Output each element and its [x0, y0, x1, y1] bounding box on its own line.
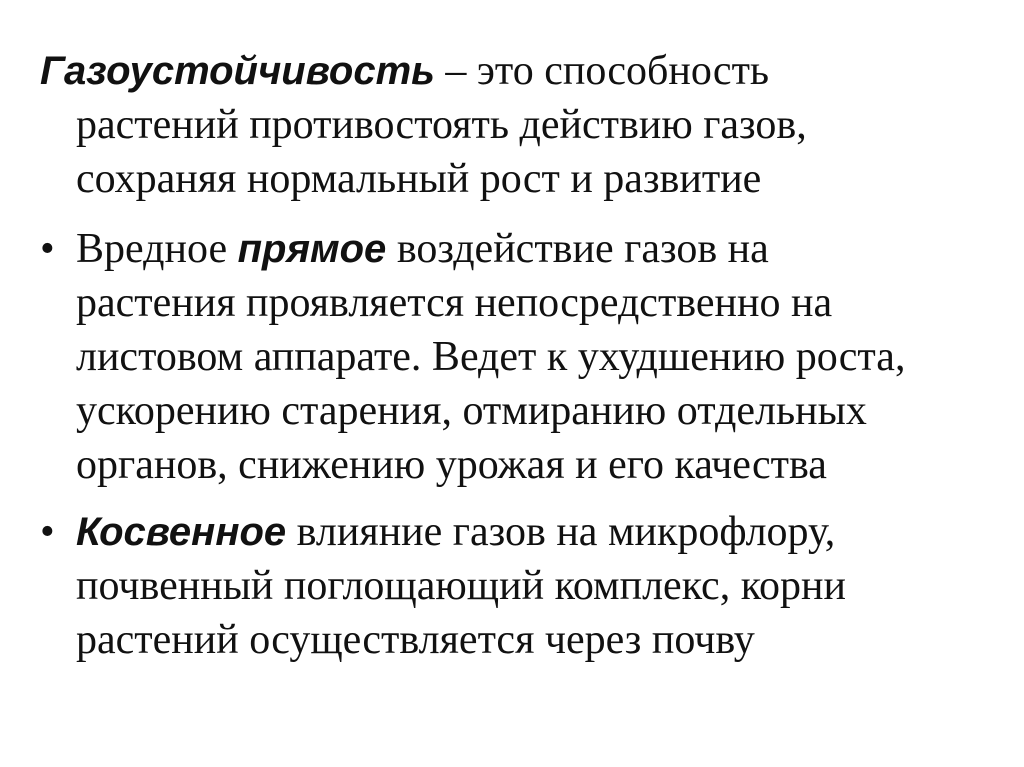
definition-term: Газоустойчивость [40, 49, 435, 93]
bullet-marker: • [40, 226, 55, 272]
definition-dash: – [445, 48, 467, 94]
definition-line-1-text: это способность [476, 48, 770, 94]
bullet-1-lead: Вредное [76, 226, 228, 272]
bullet-1-line-5: органов, снижению урожая и его качества [76, 442, 827, 488]
bullet-1-line-3: листовом аппарате. Ведет к ухудшению роста, [76, 334, 906, 380]
definition-line-1 [40, 44, 1000, 98]
bullet-1-line-2: растения проявляется непосредственно на [76, 280, 833, 326]
definition-paragraph [40, 44, 1000, 206]
bullet-1-line-1 [76, 222, 1024, 276]
bullet-1-line-1-text: воздействие газов на [396, 226, 769, 272]
definition-line-3: сохраняя нормальный рост и развитие [76, 156, 762, 202]
bullet-2-line-3: растений осуществляется через почву [76, 617, 755, 663]
bullet-2-emphasis: Косвенное [76, 510, 287, 554]
bullet-2-line-2: почвенный поглощающий комплекс, корни [76, 563, 846, 609]
bullet-marker: • [40, 509, 55, 555]
bullet-1-emphasis: прямое [237, 227, 387, 271]
bullet-2-line-1-text: влияние газов на микрофлору, [296, 509, 836, 555]
bullet-2-line-1 [76, 505, 1024, 559]
bullet-item-indirect [40, 505, 1024, 667]
bullet-item-direct [40, 222, 1024, 492]
bullet-1-line-4: ускорению старения, отмиранию отдельных [76, 388, 867, 434]
definition-line-2: растений противостоять действию газов, [76, 102, 807, 148]
